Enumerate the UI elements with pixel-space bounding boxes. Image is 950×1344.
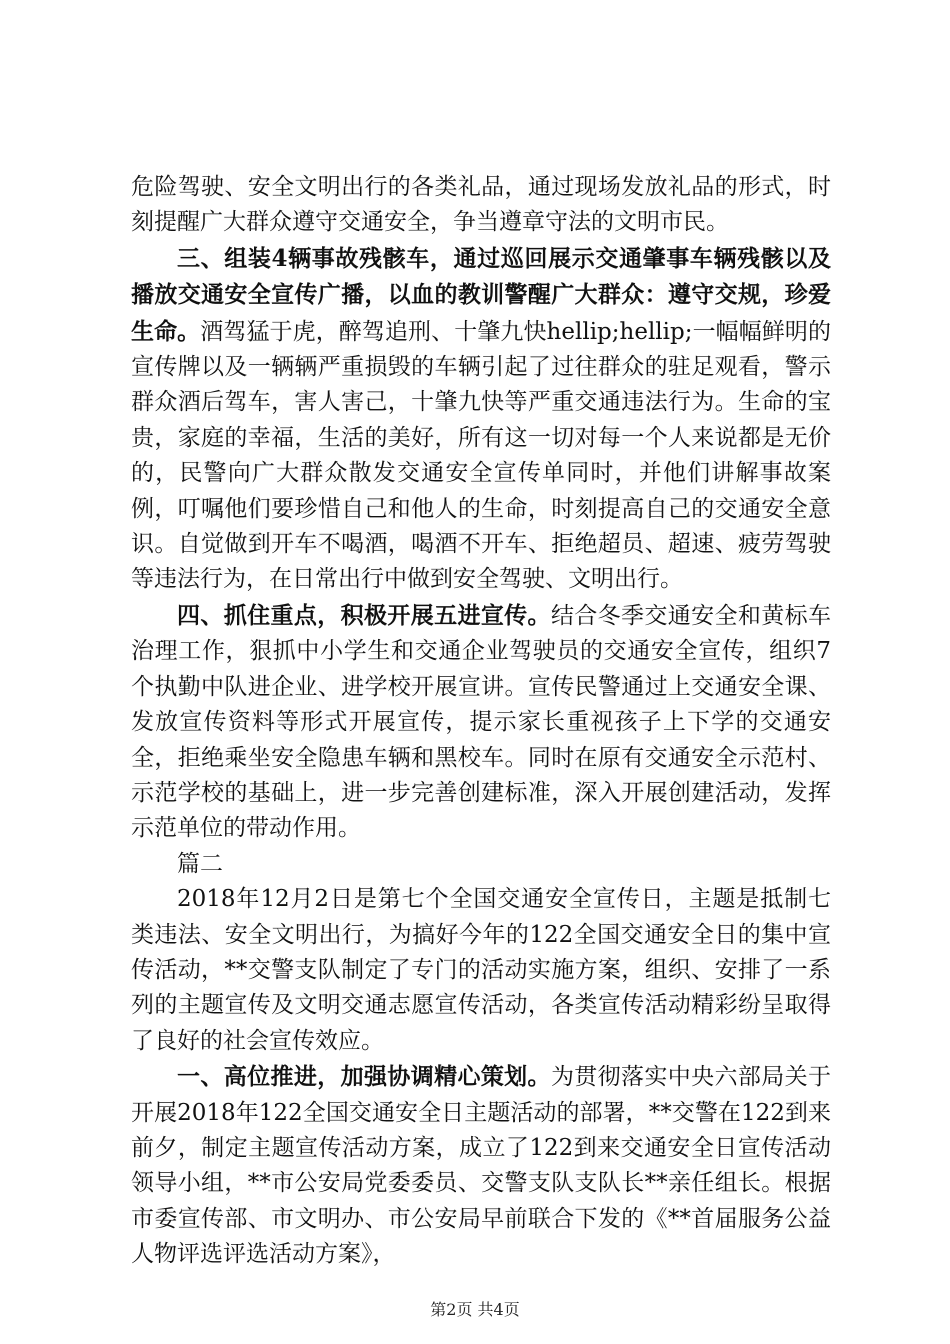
paragraph-text: 2018年12月2日是第七个全国交通安全宣传日，主题是抵制七类违法、安全文明出行，为搞好今年的122全国交通安全日的集中宣传活动，**交警支队制定了专门的活动实施方案，组织、安排了一系列的主题宣传及文明交通志愿宣传活动，各类宣传活动精彩纷呈取得了良好的社会宣传效应。: [131, 886, 831, 1054]
section-heading: 一、高位推进，加强协调精心策划。: [177, 1063, 551, 1091]
paragraph-section-four: [131, 598, 831, 847]
paragraph-text: 结合冬季交通安全和黄标车治理工作，狠抓中小学生和交通企业驾驶员的交通安全宣传，组织7个执勤中队进企业、进学校开展宣讲。宣传民警通过上交通安全课、发放宣传资料等形式开展宣传，提示家长重视孩子上下学的交通安全，拒绝乘坐安全隐患车辆和黑校车。同时在原有交通安全示范村、示范学校的基础上，进一步完善创建标准，深入开展创建活动，发挥示范单位的带动作用。: [131, 602, 832, 842]
paragraph-continuation: [131, 170, 831, 241]
section-heading: 四、抓住重点，积极开展五进宣传。: [177, 601, 551, 629]
part-two-heading: [131, 847, 831, 882]
section-heading: 三、组装4辆事故残骸车，通过巡回展示交通肇事车辆残骸以及播放交通安全宣传广播，以血的教训警醒广大群众：遵守交规，珍爱生命。: [131, 244, 831, 345]
document-body: [131, 170, 831, 1273]
page-number-footer: 第2页 共4页: [430, 1300, 520, 1319]
paragraph-intro: [131, 882, 831, 1059]
paragraph-section-one: [131, 1059, 831, 1272]
paragraph-text: 酒驾猛于虎，醉驾追刑、十肇九快hellip;hellip;一幅幅鲜明的宣传牌以及一辆辆严重损毁的车辆引起了过往群众的驻足观看，警示群众酒后驾车，害人害己，十肇九快等严重交通违法行为。生命的宝贵，家庭的幸福，生活的美好，所有这一切对每一个人来说都是无价的，民警向广大群众散发交通安全宣传单同时，并他们讲解事故案例，叮嘱他们要珍惜自己和他人的生命，时刻提高自己的交通安全意识。自觉做到开车不喝酒，喝酒不开车、拒绝超员、超速、疲劳驾驶等违法行为，在日常出行中做到安全驾驶、文明出行。: [131, 318, 831, 593]
paragraph-text: 危险驾驶、安全文明出行的各类礼品，通过现场发放礼品的形式，时刻提醒广大群众遵守交通安全，争当遵章守法的文明市民。: [131, 174, 831, 236]
paragraph-text: 篇二: [177, 850, 223, 877]
paragraph-text: 为贯彻落实中央六部局关于开展2018年122全国交通安全日主题活动的部署，**交警在122到来前夕，制定主题宣传活动方案，成立了122到来交通安全日宣传活动领导小组，**市公安局党委委员、交警支队支队长**亲任组长。根据市委宣传部、市文明办、市公安局早前联合下发的《**首届服务公益人物评选评选活动方案》，: [131, 1064, 832, 1268]
paragraph-section-three: [131, 241, 831, 598]
